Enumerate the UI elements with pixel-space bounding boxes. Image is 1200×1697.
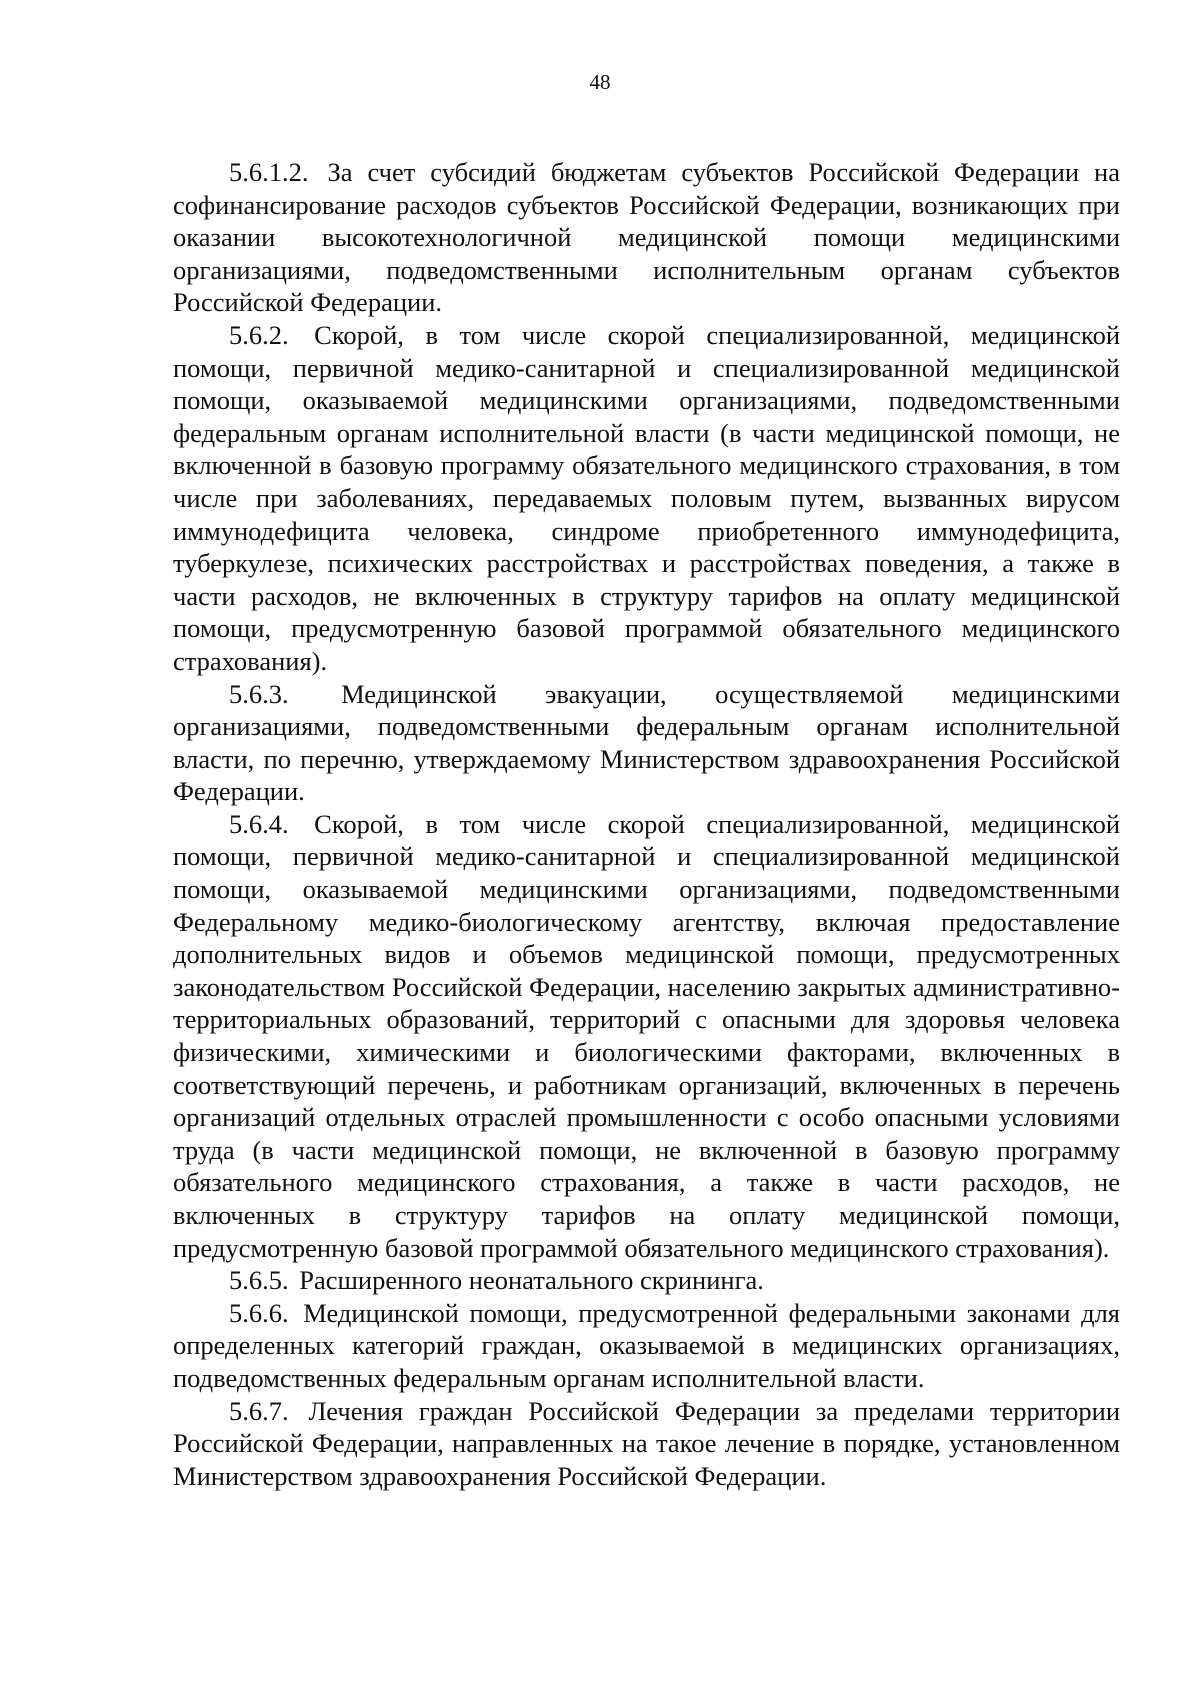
paragraph-number: 5.6.4. bbox=[229, 808, 289, 839]
paragraph-5-6-2 bbox=[173, 319, 1120, 678]
document-body bbox=[173, 156, 1120, 1492]
paragraph-text: Лечения граждан Российской Федерации за пределами территории Российской Федерации, направленных на такое лечение в порядке, установленном Министерством здравоохранения Российской Федерации. bbox=[173, 1395, 1120, 1491]
paragraph-number: 5.6.6. bbox=[229, 1297, 289, 1328]
paragraph-text: За счет субсидий бюджетам субъектов Российской Федерации на софинансирование расходов субъектов Российской Федерации, возникающих при оказании высокотехнологичной медицинской помощи медицинскими организациями, подведомственными исполнительным органам субъектов Российской Федерации. bbox=[173, 157, 1120, 318]
paragraph-number: 5.6.1.2. bbox=[229, 157, 309, 187]
paragraph-text: Скорой, в том числе скорой специализированной, медицинской помощи, первичной медико-санитарной и специализированной медицинской помощи, оказываемой медицинскими организациями, подведомственными Федеральному медико-биологическому агентству, включая предоставление дополнительных видов и объемов медицинской помощи, предусмотренных законодательством Российской Федерации, населению закрытых административно-территориальных образований, территорий с опасными для здоровья человека физическими, химическими и биологическими факторами, включенных в соответствующий перечень, и работникам организаций, включенных в перечень организаций отдельных отраслей промышленности с особо опасными условиями труда (в части медицинской помощи, не включенной в базовую программу обязательного медицинского страхования, а также в части расходов, не включенных в структуру тарифов на оплату медицинской помощи, предусмотренную базовой программой обязательного медицинского страхования). bbox=[173, 808, 1121, 1263]
paragraph-number: 5.6.3. bbox=[229, 678, 289, 709]
paragraph-5-6-6 bbox=[173, 1297, 1120, 1395]
paragraph-number: 5.6.7. bbox=[229, 1395, 289, 1426]
paragraph-5-6-7 bbox=[173, 1395, 1120, 1493]
paragraph-text: Медицинской помощи, предусмотренной федеральными законами для определенных категорий граждан, оказываемой в медицинских организациях, подведомственных федеральным органам исполнительной власти. bbox=[173, 1297, 1120, 1393]
paragraph-number: 5.6.5. bbox=[229, 1265, 289, 1296]
paragraph-5-6-3 bbox=[173, 678, 1120, 808]
paragraph-5-6-5 bbox=[173, 1264, 1120, 1297]
paragraph-text: Медицинской эвакуации, осуществляемой медицинскими организациями, подведомственными федеральным органам исполнительной власти, по перечню, утверждаемому Министерством здравоохранения Российской Федерации. bbox=[173, 678, 1120, 807]
paragraph-text: Скорой, в том числе скорой специализированной, медицинской помощи, первичной медико-санитарной и специализированной медицинской помощи, оказываемой медицинскими организациями, подведомственными федеральным органам исполнительной власти (в части медицинской помощи, не включенной в базовую программу обязательного медицинского страхования, в том числе при заболеваниях, передаваемых половым путем, вызванных вирусом иммунодефицита человека, синдроме приобретенного иммунодефицита, туберкулезе, психических расстройствах и расстройствах поведения, а также в части расходов, не включенных в структуру тарифов на оплату медицинской помощи, предусмотренную базовой программой обязательного медицинского страхования). bbox=[173, 319, 1121, 676]
page-number: 48 bbox=[589, 70, 611, 94]
paragraph-number: 5.6.2. bbox=[229, 319, 289, 350]
paragraph-5-6-1-2 bbox=[173, 156, 1120, 319]
paragraph-text: Расширенного неонатального скрининга. bbox=[299, 1265, 764, 1296]
paragraph-5-6-4 bbox=[173, 808, 1120, 1264]
